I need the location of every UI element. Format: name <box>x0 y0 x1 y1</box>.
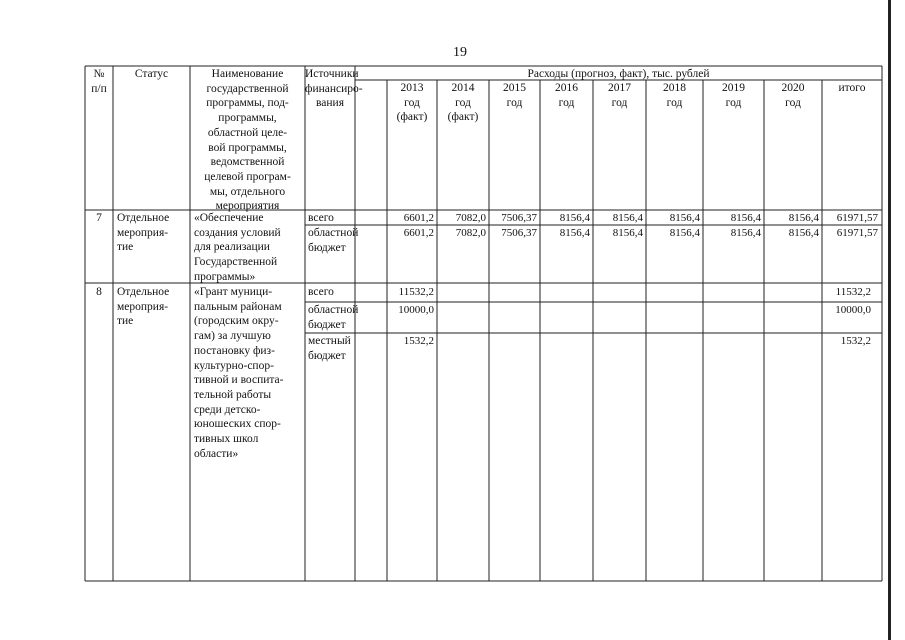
header-num: № п/п <box>91 68 107 95</box>
header-source: Источники финансиро- вания <box>305 68 363 110</box>
header-year-2015: 2015 год <box>503 82 526 109</box>
header-year-2020: 2020 год <box>781 82 805 109</box>
row7-name: «Обеспечение создания условий для реализации Государственной программы» <box>194 212 281 283</box>
row8-total-sum: 11532,2 <box>835 286 871 298</box>
header-year-2019: 2019 год <box>722 82 745 109</box>
row7-total-2017: 8156,4 <box>612 212 643 224</box>
row7-total-2019: 8156,4 <box>730 212 761 224</box>
header-expenses: Расходы (прогноз, факт), тыс. рублей <box>527 68 710 80</box>
row7-source-regional: областной бюджет <box>308 227 359 254</box>
row8-total-2013: 11532,2 <box>398 286 434 298</box>
row8-local-sum: 1532,2 <box>840 335 871 347</box>
row8-source-total: всего <box>308 286 334 298</box>
row7-regional-2014: 7082,0 <box>455 227 486 239</box>
row7-total-2014: 7082,0 <box>455 212 486 224</box>
row7-regional-2015: 7506,37 <box>501 227 537 239</box>
header-year-2014: 2014 год (факт) <box>447 82 479 124</box>
header-year-2018: 2018 год <box>663 82 686 109</box>
header-status: Статус <box>134 68 169 80</box>
row7-total-2018: 8156,4 <box>669 212 700 224</box>
row7-regional-2018: 8156,4 <box>669 227 700 239</box>
row7-total-2020: 8156,4 <box>788 212 819 224</box>
row7-source-total: всего <box>308 212 334 224</box>
header-year-2013: 2013 год (факт) <box>396 82 428 124</box>
row8-num: 8 <box>96 286 102 298</box>
row7-total-sum: 61971,57 <box>836 212 878 224</box>
row8-local-2013: 1532,2 <box>403 335 434 347</box>
row8-regional-2013: 10000,0 <box>398 304 434 316</box>
page-number: 19 <box>453 45 467 60</box>
row7-regional-2020: 8156,4 <box>788 227 819 239</box>
row7-status: Отдельное мероприя- тие <box>117 212 170 254</box>
row7-regional-2017: 8156,4 <box>612 227 643 239</box>
page-right-border <box>888 0 891 640</box>
row8-name: «Грант муници- пальным районам (городским окру- гам) за лучшую постановку физ- культурно-спор- тивной и воспита- тельной работы среди детско- юношеских спор- тивных школ области» <box>194 286 284 460</box>
header-year-2016: 2016 год <box>555 82 578 109</box>
row8-regional-sum: 10000,0 <box>835 304 871 316</box>
row7-regional-sum: 61971,57 <box>836 227 878 239</box>
row7-num: 7 <box>96 212 102 224</box>
row7-regional-2016: 8156,4 <box>559 227 590 239</box>
row7-total-2015: 7506,37 <box>501 212 537 224</box>
row7-total-2013: 6601,2 <box>403 212 434 224</box>
header-year-2017: 2017 год <box>608 82 631 109</box>
header-name: Наименование государственной программы, под- программы, областной целе- вой программы, ведомственной целевой програм- мы, отдельного мероприятия <box>204 68 291 213</box>
row8-source-regional: областной бюджет <box>308 304 359 331</box>
row8-source-local: местный бюджет <box>308 335 351 362</box>
row7-total-2016: 8156,4 <box>559 212 590 224</box>
row7-regional-2019: 8156,4 <box>730 227 761 239</box>
header-total: итого <box>838 82 866 94</box>
row8-status: Отдельное мероприя- тие <box>117 286 170 328</box>
row7-regional-2013: 6601,2 <box>403 227 434 239</box>
